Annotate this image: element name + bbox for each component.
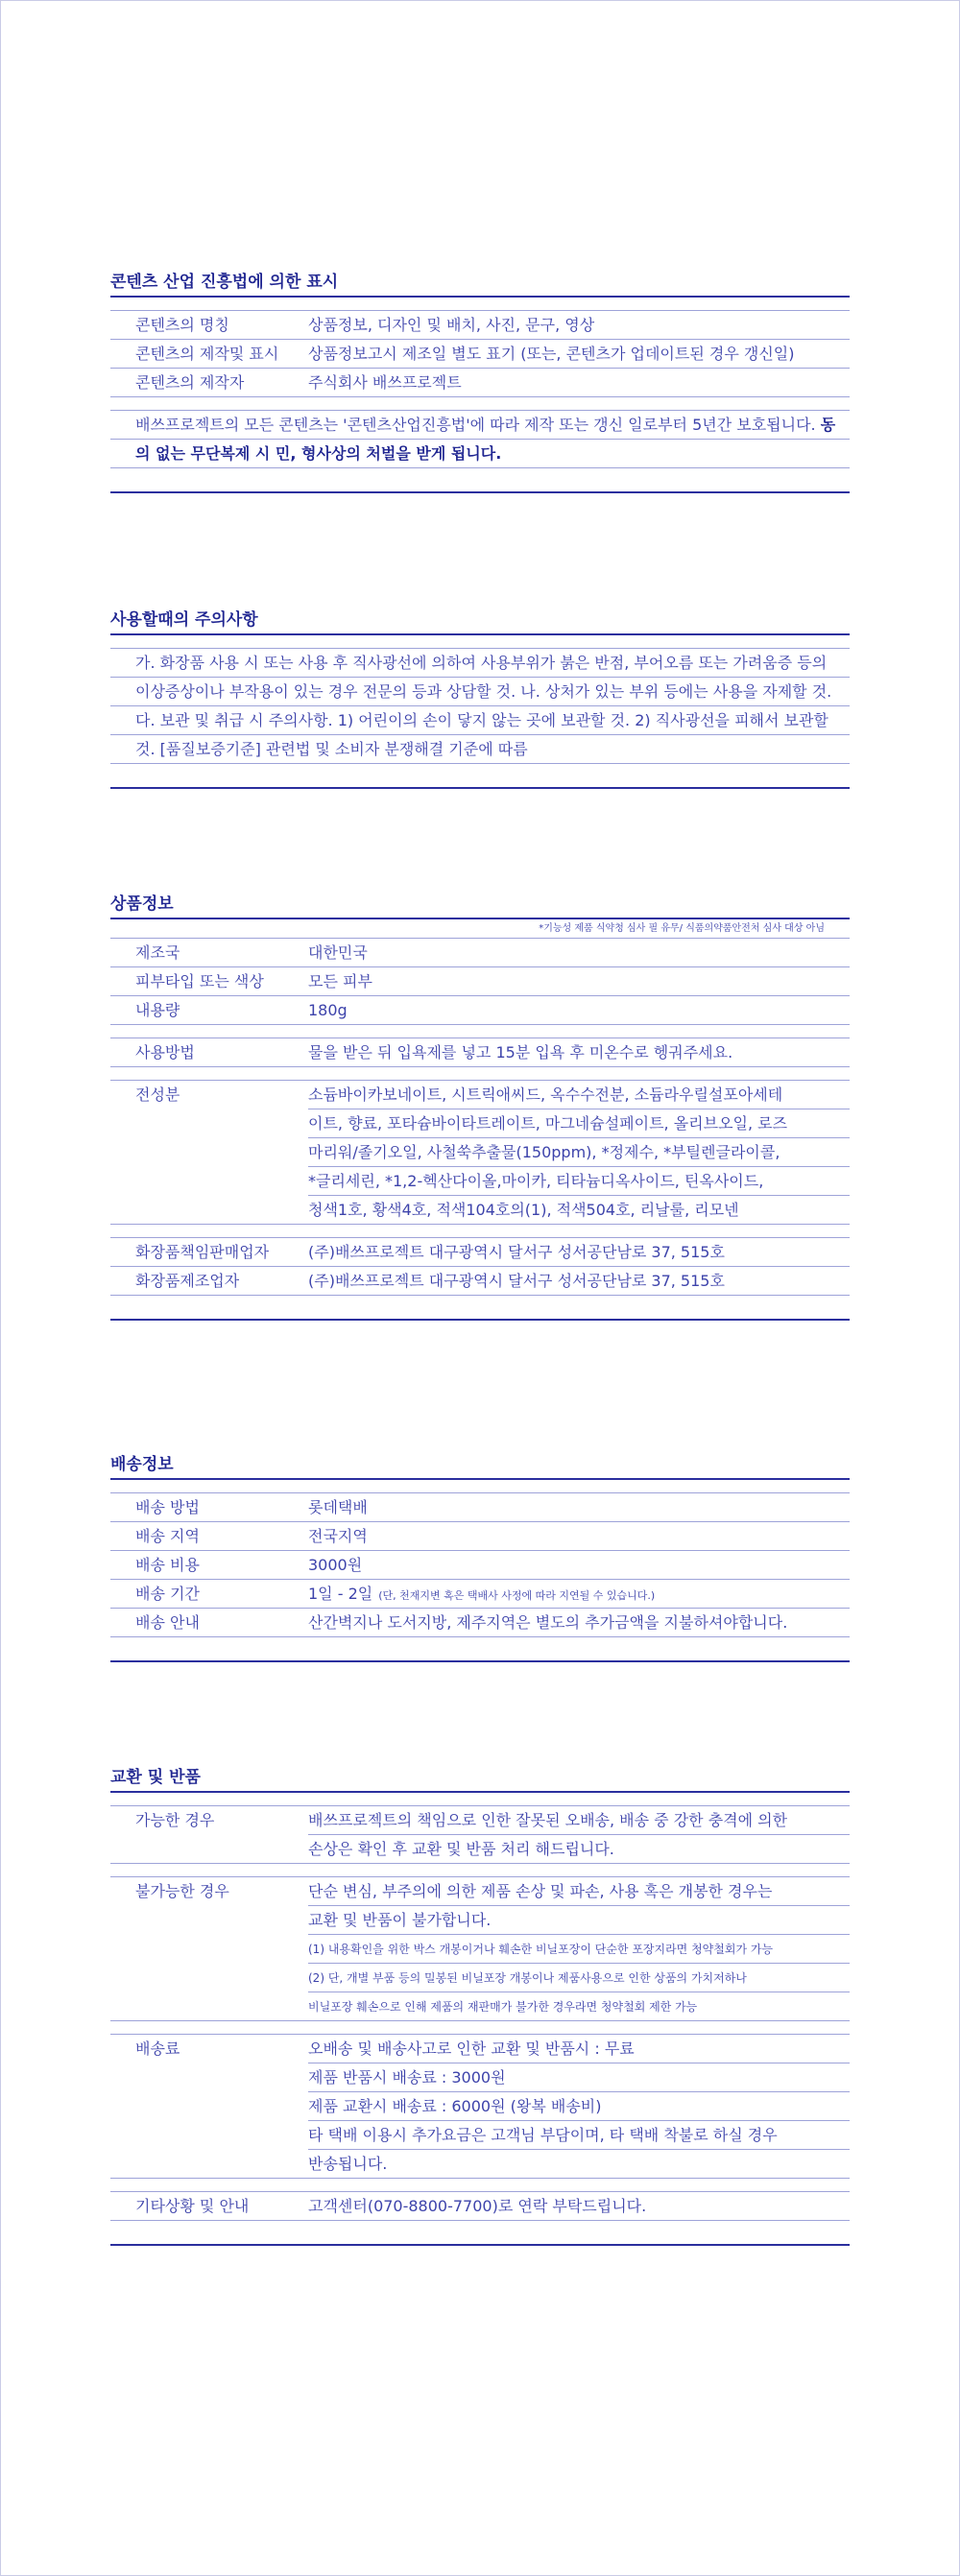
info-row — [110, 967, 850, 996]
row-value: (주)배쓰프로젝트 대구광역시 달서구 성서공단남로 37, 515호 — [308, 1243, 725, 1261]
info-row — [110, 996, 850, 1025]
row-value: 상품정보, 디자인 및 배치, 사진, 문구, 영상 — [308, 316, 595, 334]
row-label: 배송 방법 — [135, 1498, 200, 1516]
product-section — [110, 889, 850, 1321]
text-line: 배쓰프로젝트의 책임으로 인한 잘못된 오배송, 배송 중 강한 충격에 의한 — [308, 1806, 850, 1835]
info-row — [110, 1580, 850, 1609]
section-title: 사용할때의 주의사항 — [110, 605, 850, 635]
row-label: 배송 기간 — [135, 1585, 200, 1603]
text-line: 타 택배 이용시 추가요금은 고객님 부담이며, 타 택배 착불로 하실 경우 — [308, 2121, 850, 2150]
text-line: 오배송 및 배송사고로 인한 교환 및 반품시 : 무료 — [308, 2035, 850, 2063]
info-row — [110, 939, 850, 967]
exchange-fee-row: 배송료 오배송 및 배송사고로 인한 교환 및 반품시 : 무료 제품 반품시 배송료 : 3000원 제품 교환시 배송료 : 6000원 (왕복 배송비) 타 택배 이용시 추가요금은 고객님 부담이며, 타 택배 착불로 하실 경우 반송됩니다. — [110, 2035, 850, 2179]
text-line: 반송됩니다. — [308, 2150, 850, 2179]
info-row — [110, 1522, 850, 1551]
text-line: 청색1호, 황색4호, 적색104호의(1), 적색504호, 리날룰, 리모넨 — [308, 1196, 850, 1225]
usage-row: 사용방법 물을 받은 뒤 입욕제를 넣고 15분 입욕 후 미온수로 헹궈주세요. — [110, 1038, 850, 1067]
row-label: 피부타입 또는 색상 — [135, 972, 264, 990]
info-row — [110, 1267, 850, 1296]
info-row — [110, 340, 850, 369]
info-row — [110, 1238, 850, 1267]
caution-section — [110, 605, 850, 789]
row-value: 주식회사 배쓰프로젝트 — [308, 373, 462, 392]
text-line: 제품 반품시 배송료 : 3000원 — [308, 2063, 850, 2092]
info-row — [110, 311, 850, 340]
row-label: 제조국 — [135, 943, 180, 962]
row-value: 180g — [308, 1001, 348, 1019]
row-label: 배송 안내 — [135, 1613, 200, 1632]
functional-note: *기능성 제품 식약청 심사 필 유무/ 식품의약품안전처 심사 대상 아님 — [110, 919, 850, 939]
section-title: 콘텐츠 산업 진흥법에 의한 표시 — [110, 267, 850, 298]
row-label: 콘텐츠의 명칭 — [135, 316, 229, 334]
notice-strong: 동의 없는 무단복제 시 민, 형사상의 처벌을 받게 됩니다. — [135, 416, 836, 463]
row-note: (단, 천재지변 혹은 택배사 사정에 따라 지연될 수 있습니다.) — [378, 1589, 656, 1602]
text-line: 소듐바이카보네이트, 시트릭애씨드, 옥수수전분, 소듐라우릴설포아세테 — [308, 1081, 850, 1109]
text-line: *글리세린, *1,2-헥산다이올,마이카, 티타늄디옥사이드, 틴옥사이드, — [308, 1167, 850, 1196]
row-value: 대한민국 — [308, 943, 368, 962]
info-row — [110, 1493, 850, 1522]
exchange-etc-row: 기타상황 및 안내 고객센터(070-8800-7700)로 연락 부탁드립니다. — [110, 2192, 850, 2221]
info-row — [110, 1609, 850, 1637]
section-title: 상품정보 — [110, 889, 850, 919]
row-value: 전국지역 — [308, 1527, 368, 1545]
row-value: 상품정보고시 제조일 별도 표기 (또는, 콘텐츠가 업데이트된 경우 갱신일) — [308, 345, 795, 363]
exchange-possible-row: 가능한 경우 배쓰프로젝트의 책임으로 인한 잘못된 오배송, 배송 중 강한 충격에 의한 손상은 확인 후 교환 및 반품 처리 해드립니다. — [110, 1806, 850, 1864]
section-title: 교환 및 반품 — [110, 1762, 850, 1793]
row-label: 콘텐츠의 제작및 표시 — [135, 345, 279, 363]
row-label: 배송 지역 — [135, 1527, 200, 1545]
content-law-notice: 배쓰프로젝트의 모든 콘텐츠는 '콘텐츠산업진흥법'에 따라 제작 또는 갱신 일로부터 5년간 보호됩니다. 동의 없는 무단복제 시 민, 형사상의 처벌을 받게 됩니다. — [110, 411, 850, 468]
row-label: 화장품제조업자 — [135, 1272, 240, 1290]
info-row — [110, 369, 850, 397]
row-label: 콘텐츠의 제작자 — [135, 373, 245, 392]
row-label: 내용량 — [135, 1001, 180, 1019]
shipping-section — [110, 1449, 850, 1662]
ingredients-row: 전성분 소듐바이카보네이트, 시트릭애씨드, 옥수수전분, 소듐라우릴설포아세테 이트, 향료, 포타슘바이타트레이트, 마그네슘설페이트, 올리브오일, 로즈 마리워/졸기오일, 사철쑥추출물(150ppm), *정제수, *부틸렌글라이콜, *글리세린, *1,2-헥산다이올,마이카, 티타늄디옥사이드, 틴옥사이드, 청색1호, 황색4호, 적색104호의(1), 적색504호, 리날룰, 리모넨 — [110, 1081, 850, 1225]
row-value: 모든 피부 — [308, 972, 372, 990]
text-line: 손상은 확인 후 교환 및 반품 처리 해드립니다. — [308, 1835, 850, 1864]
exchange-section — [110, 1762, 850, 2246]
text-line: 이트, 향료, 포타슘바이타트레이트, 마그네슘설페이트, 올리브오일, 로즈 — [308, 1109, 850, 1138]
row-value: 1일 - 2일 (단, 천재지변 혹은 택배사 사정에 따라 지연될 수 있습니다.) — [308, 1585, 656, 1603]
text-line: 비닐포장 훼손으로 인해 제품의 재판매가 불가한 경우라면 청약철회 제한 가능 — [308, 1992, 850, 2021]
text-line: 교환 및 반품이 불가합니다. — [308, 1906, 850, 1935]
row-value: 롯데택배 — [308, 1498, 368, 1516]
section-title: 배송정보 — [110, 1449, 850, 1480]
exchange-impossible-row: 불가능한 경우 단순 변심, 부주의에 의한 제품 손상 및 파손, 사용 혹은 개봉한 경우는 교환 및 반품이 불가합니다. (1) 내용확인을 위한 박스 개봉이거나 훼손한 비닐포장이 단순한 포장지라면 청약철회가 가능 (2) 단, 개별 부품 등의 밀봉된 비닐포장 개봉이나 제품사용으로 인한 상품의 가치저하나 비닐포장 훼손으로 인해 제품의 재판매가 불가한 경우라면 청약철회 제한 가능 — [110, 1877, 850, 2021]
row-label: 화장품책임판매업자 — [135, 1243, 270, 1261]
caution-text: 가. 화장품 사용 시 또는 사용 후 직사광선에 의하여 사용부위가 붉은 반점, 부어오름 또는 가려움증 등의 이상증상이나 부작용이 있는 경우 전문의 등과 상담할 것. 나. 상처가 있는 부위 등에는 사용을 자제할 것. 다. 보관 및 취급 시 주의사항. 1) 어린이의 손이 닿지 않는 곳에 보관할 것. 2) 직사광선을 피해서 보관할 것. [품질보증기준] 관련법 및 소비자 분쟁해결 기준에 따름 — [110, 649, 850, 764]
row-value: 3000원 — [308, 1556, 363, 1574]
row-label: 배송 비용 — [135, 1556, 200, 1574]
text-line: 제품 교환시 배송료 : 6000원 (왕복 배송비) — [308, 2092, 850, 2121]
text-line: 마리워/졸기오일, 사철쑥추출물(150ppm), *정제수, *부틸렌글라이콜, — [308, 1138, 850, 1167]
info-row — [110, 1551, 850, 1580]
content-law-section — [110, 267, 850, 493]
text-line: (2) 단, 개별 부품 등의 밀봉된 비닐포장 개봉이나 제품사용으로 인한 상품의 가치저하나 — [308, 1964, 850, 1992]
text-line: (1) 내용확인을 위한 박스 개봉이거나 훼손한 비닐포장이 단순한 포장지라면 청약철회가 가능 — [308, 1935, 850, 1964]
row-value: 산간벽지나 도서지방, 제주지역은 별도의 추가금액을 지불하셔야합니다. — [308, 1613, 788, 1632]
text-line: 단순 변심, 부주의에 의한 제품 손상 및 파손, 사용 혹은 개봉한 경우는 — [308, 1877, 850, 1906]
row-value: (주)배쓰프로젝트 대구광역시 달서구 성서공단남로 37, 515호 — [308, 1272, 725, 1290]
